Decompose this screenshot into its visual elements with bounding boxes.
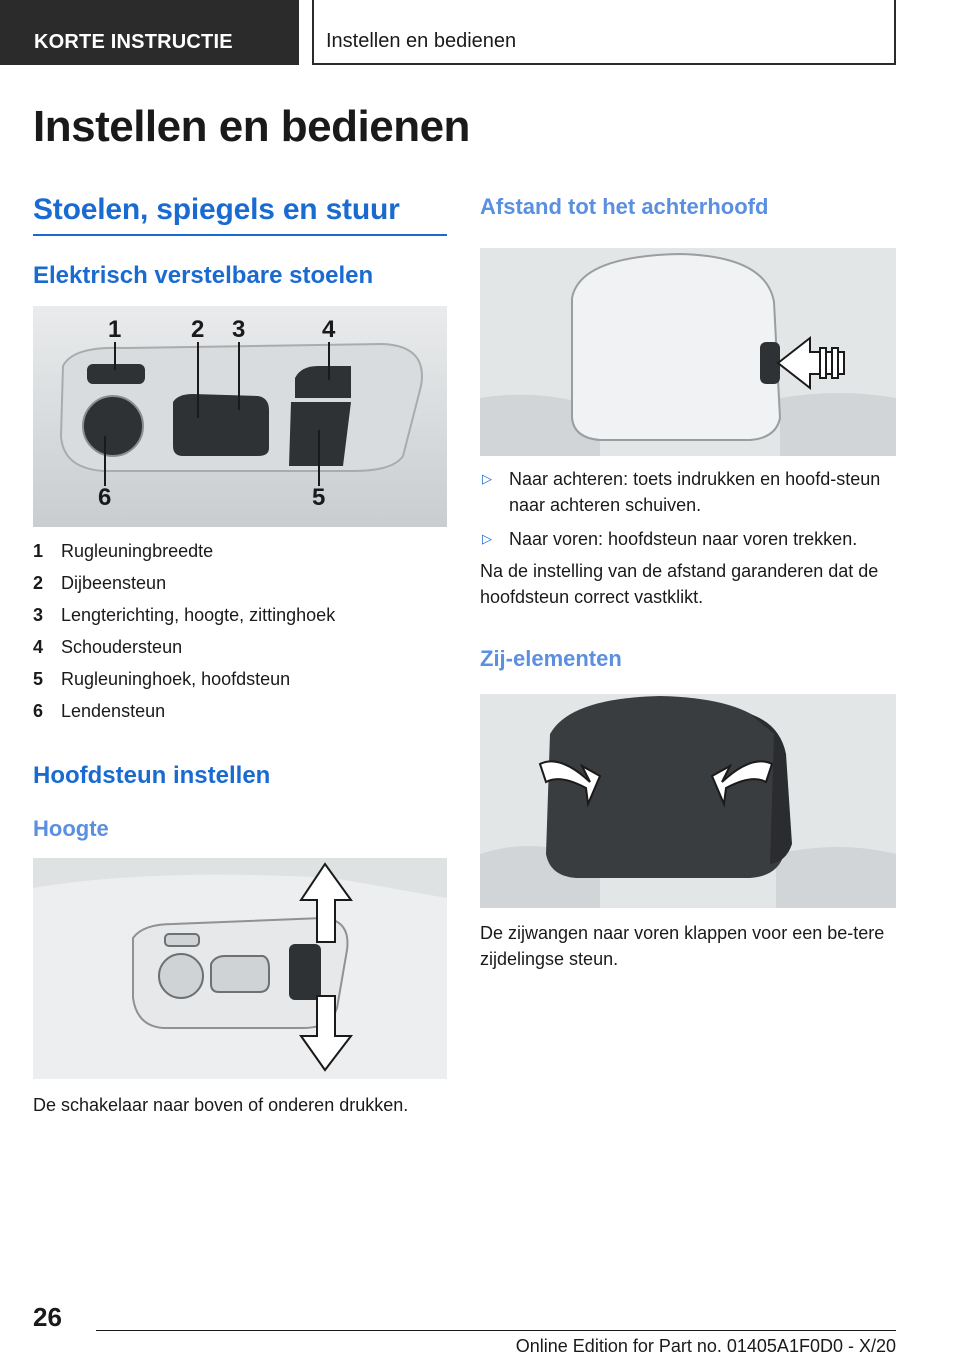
subheading-headrest: Hoofdsteun instellen	[33, 762, 271, 789]
legend-number: 2	[33, 573, 44, 593]
headrest-height-figure	[33, 858, 447, 1079]
distance-note: Na de instelling van de afstand garanderen dat de hoofdsteun correct vastklikt.	[480, 561, 879, 607]
callout-4: 4	[322, 316, 336, 343]
header-section-label: KORTE INSTRUCTIE	[0, 0, 299, 65]
section-heading-underline	[33, 234, 447, 236]
legend-item	[33, 569, 447, 601]
legend-text: Lendensteun	[61, 701, 166, 721]
side-elements-figure	[480, 694, 896, 908]
legend-text: Schoudersteun	[61, 637, 183, 657]
callout-5: 5	[312, 484, 326, 511]
callout-6: 6	[98, 484, 112, 511]
bullet-text: Naar achteren: toets indrukken en hoofd-steun naar achteren schuiven.	[509, 469, 881, 515]
callout-3: 3	[232, 316, 246, 343]
bullet-text: Naar voren: hoofdsteun naar voren trekken.	[509, 529, 858, 549]
triangle-right-icon: ▷	[482, 471, 492, 486]
side-elements-caption: De zijwangen naar voren klappen voor een be-tere zijdelingse steun.	[480, 923, 885, 969]
subheading-side-elements: Zij-elementen	[480, 646, 622, 671]
legend-item	[33, 601, 447, 633]
page-title: Instellen en bedienen	[33, 102, 470, 151]
list-item	[480, 526, 896, 552]
legend-number: 1	[33, 541, 44, 561]
height-caption: De schakelaar naar boven of onderen drukken.	[33, 1095, 409, 1115]
legend-number: 5	[33, 669, 44, 689]
footer-edition: Online Edition for Part no. 01405A1F0D0 - X/20	[515, 1336, 896, 1356]
headrest-distance-figure	[480, 248, 896, 456]
legend-text: Lengterichting, hoogte, zittinghoek	[61, 605, 336, 625]
legend-item	[33, 633, 447, 665]
legend-text: Rugleuninghoek, hoofdsteun	[61, 669, 291, 689]
legend-text: Dijbeensteun	[61, 573, 167, 593]
distance-bullet-list	[480, 466, 896, 560]
legend-text: Rugleuningbreedte	[61, 541, 214, 561]
seat-controls-legend	[33, 537, 447, 729]
list-item	[480, 466, 896, 518]
subheading-distance: Afstand tot het achterhoofd	[480, 194, 769, 219]
footer-divider	[96, 1330, 896, 1331]
legend-item	[33, 665, 447, 697]
subheading-height: Hoogte	[33, 816, 109, 841]
triangle-right-icon: ▷	[482, 531, 492, 546]
callout-1: 1	[108, 316, 122, 343]
callout-2: 2	[191, 316, 205, 343]
header-chapter-title: Instellen en bedienen	[312, 0, 896, 65]
legend-item	[33, 697, 447, 729]
legend-number: 3	[33, 605, 44, 625]
page-number: 26	[33, 1302, 62, 1332]
legend-number: 6	[33, 701, 44, 721]
section-heading-seats-mirrors: Stoelen, spiegels en stuur	[33, 193, 400, 226]
legend-item	[33, 537, 447, 569]
subheading-electric-seats: Elektrisch verstelbare stoelen	[33, 262, 374, 289]
legend-number: 4	[33, 637, 44, 657]
